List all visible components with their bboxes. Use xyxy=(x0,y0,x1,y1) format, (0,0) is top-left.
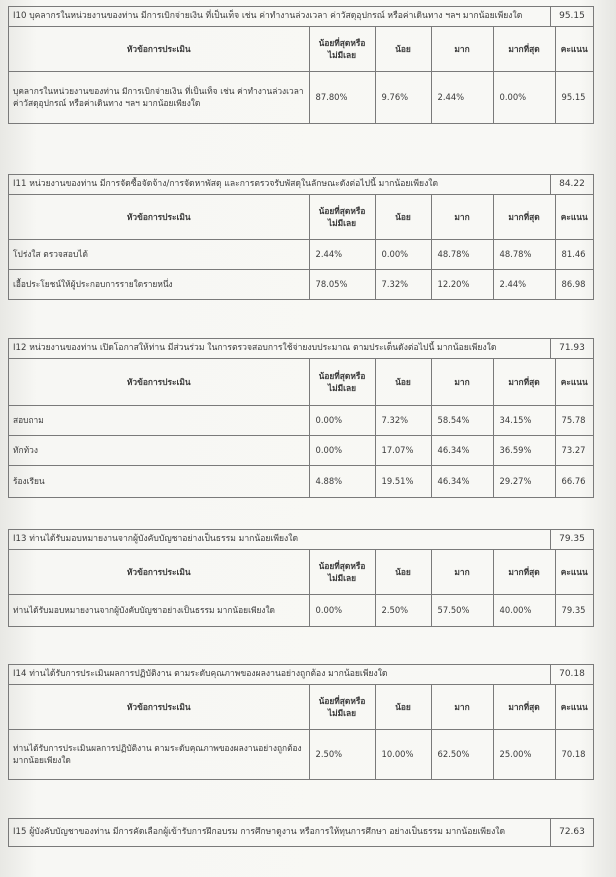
section-score: 70.18 xyxy=(559,669,585,679)
section-header xyxy=(9,665,593,685)
section-title: I13 ท่านได้รับมอบหมายงานจากผู้บังคับบัญชาอย่างเป็นธรรม มากน้อยเพียงใด xyxy=(9,530,551,549)
row-topic: ทักท้วง xyxy=(9,435,309,465)
col-least: น้อยที่สุดหรือไม่มีเลย xyxy=(309,550,375,595)
col-much: มาก xyxy=(431,685,493,730)
section-title: I11 หน่วยงานของท่าน มีการจัดซื้อจัดจ้าง/การจัดหาพัสดุ และการตรวจรับพัสดุในลักษณะดังต่อไปนี้ มากน้อยเพียงใด xyxy=(9,175,551,194)
row-most: 48.78% xyxy=(493,239,555,269)
table-header-row xyxy=(9,359,593,406)
col-much: มาก xyxy=(431,195,493,240)
table-row xyxy=(9,71,593,123)
section-i14 xyxy=(8,664,594,780)
row-score: 95.15 xyxy=(555,71,593,123)
col-topic: หัวข้อการประเมิน xyxy=(9,27,309,72)
evaluation-table xyxy=(9,195,593,300)
table-row xyxy=(9,465,593,497)
row-score: 81.46 xyxy=(555,239,593,269)
section-score: 71.93 xyxy=(559,343,585,353)
table-row xyxy=(9,729,593,779)
section-i13 xyxy=(8,529,594,627)
section-header xyxy=(9,819,593,846)
col-topic: หัวข้อการประเมิน xyxy=(9,685,309,730)
section-title: I15 ผู้บังคับบัญชาของท่าน มีการคัดเลือกผู้เข้ารับการฝึกอบรม การศึกษาดูงาน หรือการให้ทุนการศึกษา อย่างเป็นธรรม มากน้อยเพียงใด xyxy=(9,819,551,846)
col-most: มากที่สุด xyxy=(493,359,555,406)
row-least: 0.00% xyxy=(309,405,375,435)
row-most: 40.00% xyxy=(493,594,555,626)
row-least: 87.80% xyxy=(309,71,375,123)
row-most: 34.15% xyxy=(493,405,555,435)
row-topic: ท่านได้รับการประเมินผลการปฏิบัติงาน ตามระดับคุณภาพของผลงานอย่างถูกต้อง มากน้อยเพียงใด xyxy=(9,729,309,779)
row-score: 70.18 xyxy=(555,729,593,779)
table-header-row xyxy=(9,550,593,595)
row-most: 25.00% xyxy=(493,729,555,779)
section-title: I12 หน่วยงานของท่าน เปิดโอกาสให้ท่าน มีส่วนร่วม ในการตรวจสอบการใช้จ่ายงบประมาณ ตามประเด็นดังต่อไปนี้ มากน้อยเพียงใด xyxy=(9,339,551,358)
col-much: มาก xyxy=(431,359,493,406)
col-score: คะแนน xyxy=(555,685,593,730)
row-most: 36.59% xyxy=(493,435,555,465)
section-score: 72.63 xyxy=(559,827,585,838)
evaluation-table xyxy=(9,550,593,627)
section-i15 xyxy=(8,818,594,847)
section-i10 xyxy=(8,6,594,124)
col-little: น้อย xyxy=(375,685,431,730)
row-most: 29.27% xyxy=(493,465,555,497)
row-much: 48.78% xyxy=(431,239,493,269)
col-little: น้อย xyxy=(375,27,431,72)
section-score: 95.15 xyxy=(559,11,585,21)
row-topic: ท่านได้รับมอบหมายงานจากผู้บังคับบัญชาอย่างเป็นธรรม มากน้อยเพียงใด xyxy=(9,594,309,626)
col-least: น้อยที่สุดหรือไม่มีเลย xyxy=(309,195,375,240)
col-least: น้อยที่สุดหรือไม่มีเลย xyxy=(309,27,375,72)
col-score: คะแนน xyxy=(555,27,593,72)
table-row xyxy=(9,435,593,465)
row-little: 7.32% xyxy=(375,405,431,435)
col-much: มาก xyxy=(431,550,493,595)
section-header xyxy=(9,339,593,359)
row-score: 75.78 xyxy=(555,405,593,435)
table-row xyxy=(9,405,593,435)
col-least: น้อยที่สุดหรือไม่มีเลย xyxy=(309,685,375,730)
row-least: 2.50% xyxy=(309,729,375,779)
col-little: น้อย xyxy=(375,359,431,406)
col-score: คะแนน xyxy=(555,195,593,240)
row-topic: สอบถาม xyxy=(9,405,309,435)
section-header xyxy=(9,7,593,27)
row-much: 2.44% xyxy=(431,71,493,123)
row-much: 46.34% xyxy=(431,435,493,465)
row-little: 7.32% xyxy=(375,269,431,299)
row-little: 19.51% xyxy=(375,465,431,497)
col-most: มากที่สุด xyxy=(493,27,555,72)
row-score: 79.35 xyxy=(555,594,593,626)
col-topic: หัวข้อการประเมิน xyxy=(9,550,309,595)
section-i11 xyxy=(8,174,594,300)
row-score: 86.98 xyxy=(555,269,593,299)
row-little: 0.00% xyxy=(375,239,431,269)
section-score: 79.35 xyxy=(559,534,585,544)
row-little: 10.00% xyxy=(375,729,431,779)
col-most: มากที่สุด xyxy=(493,685,555,730)
row-least: 0.00% xyxy=(309,594,375,626)
row-much: 57.50% xyxy=(431,594,493,626)
row-score: 73.27 xyxy=(555,435,593,465)
col-score: คะแนน xyxy=(555,359,593,406)
section-header xyxy=(9,175,593,195)
table-header-row xyxy=(9,27,593,72)
row-least: 2.44% xyxy=(309,239,375,269)
table-header-row xyxy=(9,685,593,730)
row-much: 62.50% xyxy=(431,729,493,779)
section-score: 84.22 xyxy=(559,179,585,189)
row-topic: เอื้อประโยชน์ให้ผู้ประกอบการรายใดรายหนึ่ง xyxy=(9,269,309,299)
col-little: น้อย xyxy=(375,550,431,595)
row-topic: โปร่งใส ตรวจสอบได้ xyxy=(9,239,309,269)
row-score: 66.76 xyxy=(555,465,593,497)
col-least: น้อยที่สุดหรือไม่มีเลย xyxy=(309,359,375,406)
section-title: I14 ท่านได้รับการประเมินผลการปฏิบัติงาน ตามระดับคุณภาพของผลงานอย่างถูกต้อง มากน้อยเพียงใด xyxy=(9,665,551,684)
row-least: 78.05% xyxy=(309,269,375,299)
evaluation-table xyxy=(9,27,593,124)
row-least: 0.00% xyxy=(309,435,375,465)
table-row xyxy=(9,239,593,269)
table-header-row xyxy=(9,195,593,240)
row-much: 58.54% xyxy=(431,405,493,435)
col-most: มากที่สุด xyxy=(493,550,555,595)
evaluation-table xyxy=(9,685,593,780)
row-topic: ร้องเรียน xyxy=(9,465,309,497)
section-i12 xyxy=(8,338,594,498)
row-little: 17.07% xyxy=(375,435,431,465)
table-row xyxy=(9,269,593,299)
col-score: คะแนน xyxy=(555,550,593,595)
row-topic: บุคลากรในหน่วยงานของท่าน มีการเบิกจ่ายเงิน ที่เป็นเท็จ เช่น ค่าทำงานล่วงเวลา ค่าวัสดุอุปกรณ์ หรือค่าเดินทาง ฯลฯ มากน้อยเพียงใด xyxy=(9,71,309,123)
row-most: 0.00% xyxy=(493,71,555,123)
evaluation-table xyxy=(9,359,593,498)
row-much: 46.34% xyxy=(431,465,493,497)
row-little: 2.50% xyxy=(375,594,431,626)
col-much: มาก xyxy=(431,27,493,72)
table-row xyxy=(9,594,593,626)
section-header xyxy=(9,530,593,550)
col-topic: หัวข้อการประเมิน xyxy=(9,359,309,406)
col-topic: หัวข้อการประเมิน xyxy=(9,195,309,240)
row-much: 12.20% xyxy=(431,269,493,299)
row-most: 2.44% xyxy=(493,269,555,299)
section-title: I10 บุคลากรในหน่วยงานของท่าน มีการเบิกจ่ายเงิน ที่เป็นเท็จ เช่น ค่าทำงานล่วงเวลา ค่าวัสดุอุปกรณ์ หรือค่าเดินทาง ฯลฯ มากน้อยเพียงใด xyxy=(9,7,551,26)
row-little: 9.76% xyxy=(375,71,431,123)
col-little: น้อย xyxy=(375,195,431,240)
col-most: มากที่สุด xyxy=(493,195,555,240)
row-least: 4.88% xyxy=(309,465,375,497)
